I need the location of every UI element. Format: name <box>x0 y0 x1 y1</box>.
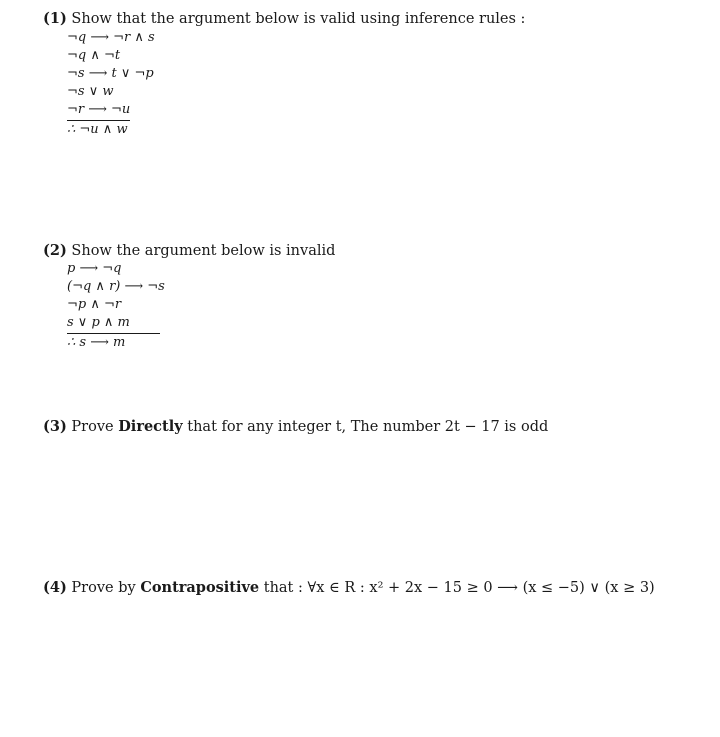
q2-premise-4: s ∨ p ∧ m <box>67 314 160 334</box>
question-2-text: Show the argument below is invalid <box>71 243 336 259</box>
question-4 <box>43 579 655 596</box>
question-2-argument <box>67 260 165 352</box>
question-1-argument <box>67 29 155 139</box>
q2-premise-2: (¬q ∧ r) ⟶ ¬s <box>67 279 165 294</box>
question-1-heading <box>43 10 525 27</box>
question-3-pre: Prove <box>71 419 114 435</box>
question-2-heading <box>43 242 335 259</box>
q1-premise-5: ¬r ⟶ ¬u <box>67 101 130 121</box>
q2-conclusion: ∴ s ⟶ m <box>67 335 126 350</box>
question-1-number: (1) <box>43 10 67 27</box>
q1-premise-2: ¬q ∧ ¬t <box>67 48 121 63</box>
question-3 <box>43 418 548 435</box>
question-3-post: that for any integer t, The number 2t − 17 is odd <box>187 419 549 435</box>
q2-premise-3: ¬p ∧ ¬r <box>67 297 122 312</box>
q1-premise-3: ¬s ⟶ t ∨ ¬p <box>67 66 154 81</box>
q1-premise-1: ¬q ⟶ ¬r ∧ s <box>67 30 155 45</box>
question-2-number: (2) <box>43 242 67 259</box>
question-1-text: Show that the argument below is valid using inference rules : <box>71 11 526 27</box>
q1-conclusion: ∴ ¬u ∧ w <box>67 122 128 137</box>
question-3-emphasis: Directly <box>118 418 183 435</box>
question-4-emphasis: Contrapositive <box>140 579 260 596</box>
question-4-number: (4) <box>43 579 67 596</box>
question-4-post: that : ∀x ∈ R : x² + 2x − 15 ≥ 0 ⟶ (x ≤ −5) ∨ (x ≥ 3) <box>263 580 655 596</box>
q1-premise-4: ¬s ∨ w <box>67 84 114 99</box>
question-3-number: (3) <box>43 418 67 435</box>
question-4-pre: Prove by <box>71 580 136 596</box>
q2-premise-1: p ⟶ ¬q <box>67 261 122 276</box>
